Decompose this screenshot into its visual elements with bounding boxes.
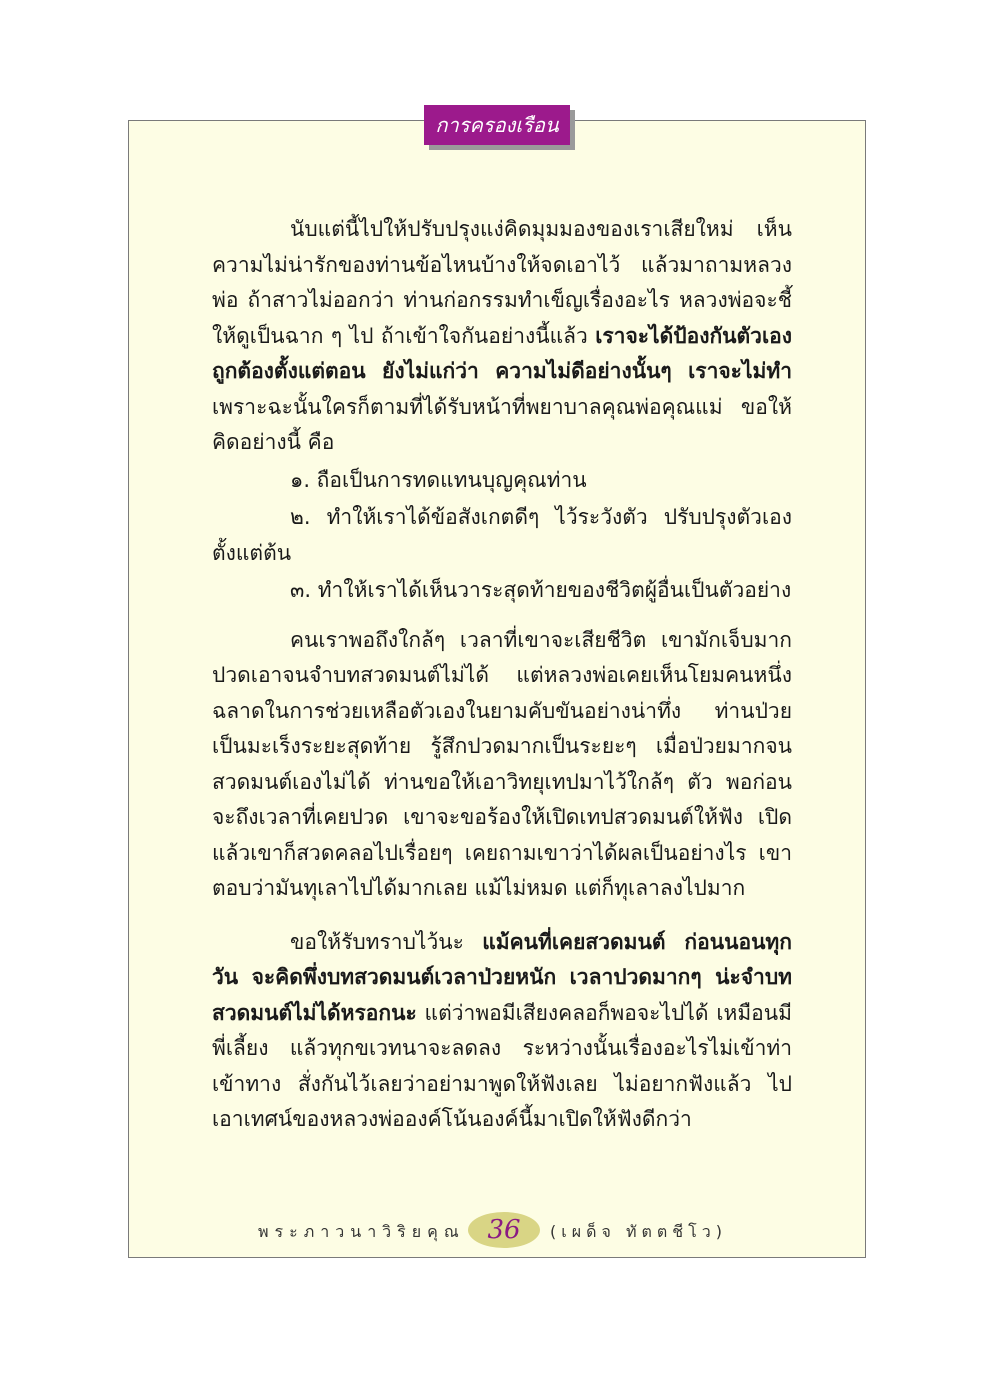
paragraph-2: คนเราพอถึงใกล้ๆ เวลาที่เขาจะเสียชีวิต เขามักเจ็บมาก ปวดเอาจนจำบทสวดมนต์ไม่ได้ แต่หลวงพ่อเคยเห็นโยมคนหนึ่ง ฉลาดในการช่วยเหลือตัวเองในยามคับขันอย่างน่าทึ่ง ท่านป่วยเป็นมะเร็งระยะสุดท้าย รู้สึกปวดมากเป็นระยะๆ เมื่อป่วยมากจนสวดมนต์เองไม่ได้ ท่านขอให้เอาวิทยุเทปมาไว้ใกล้ๆ ตัว พอก่อนจะถึงเวลาที่เคยปวด เขาจะขอร้องให้เปิดเทปสวดมนต์ให้ฟัง เปิดแล้วเขาก็สวดคลอไปเรื่อยๆ เคยถามเขาว่าได้ผลเป็นอย่างไร เขาตอบว่ามันทุเลาไปได้มากเลย แม้ไม่หมด แต่ก็ทุเลาลงไปมาก [212, 627, 792, 900]
list-item-2: ๒. ทำให้เราได้ข้อสังเกตดีๆ ไว้ระวังตัว ปรับปรุงตัวเองตั้งแต่ต้น [212, 505, 792, 565]
body-text [212, 212, 792, 1138]
list-item-1: ๑. ถือเป็นการทดแทนบุญคุณท่าน [290, 467, 587, 492]
list-item-3: ๓. ทำให้เราได้เห็นวาระสุดท้ายของชีวิตผู้อื่นเป็นตัวอย่าง [290, 578, 792, 602]
p3-run-1: ขอให้รับทราบไว้นะ [290, 929, 483, 954]
p1-run-2-bold: เราจะได้ป้องกันตัวเองถูกต้องตั้งแต่ตอน ยังไม่แก่ว่า ความไม่ดีอย่างนั้นๆ เราจะไม่ทำ [212, 323, 792, 383]
footer-author: (เผด็จ ทัตตชีโว) [550, 1222, 727, 1241]
paragraph-1 [212, 212, 792, 461]
chapter-tab: การครองเรือน [424, 105, 570, 145]
page-footer [128, 1212, 866, 1252]
p1-run-3: เพราะฉะนั้นใครก็ตามที่ได้รับหน้าที่พยาบาลคุณพ่อคุณแม่ ขอให้คิดอย่างนี้ คือ [212, 394, 792, 454]
p3-run-3: แต่ว่าพอมีเสียงคลอก็พอจะไปได้ เหมือนมีพี่เลี้ยง แล้วทุกขเวทนาจะลดลง ระหว่างนั้นเรื่องอะไรไม่เข้าท่าเข้าทาง สั่งกันไว้เลยว่าอย่ามาพูดให้ฟังเลย ไม่อยากฟังแล้ว ไปเอาเทศน์ของหลวงพ่อองค์โน้นองค์นี้มาเปิดให้ฟังดีกว่า [212, 1000, 792, 1131]
p1-run-1: นับแต่นี้ไปให้ปรับปรุงแง่คิดมุมมองของเราเสียใหม่ เห็นความไม่น่ารักของท่านข้อไหนบ้างให้จดเอาไว้ แล้วมาถามหลวงพ่อ ถ้าสาวไม่ออกว่า ท่านก่อกรรมทำเข็ญเรื่องอะไร หลวงพ่อจะชี้ให้ดูเป็นฉาก ๆ ไป ถ้าเข้าใจกันอย่างนี้แล้ว [212, 217, 792, 348]
p3-run-2-bold: แม้คนที่เคยสวดมนต์ ก่อนนอนทุกวัน จะคิดพึ่งบทสวดมนต์เวลาป่วยหนัก เวลาปวดมากๆ น่ะจำบทสวดมนต์ไม่ได้หรอกนะ [212, 929, 792, 1025]
page-number: 36 [468, 1212, 540, 1248]
footer-book-title: พระภาวนาวิริยคุณ [258, 1222, 465, 1241]
paragraph-3 [212, 925, 792, 1138]
